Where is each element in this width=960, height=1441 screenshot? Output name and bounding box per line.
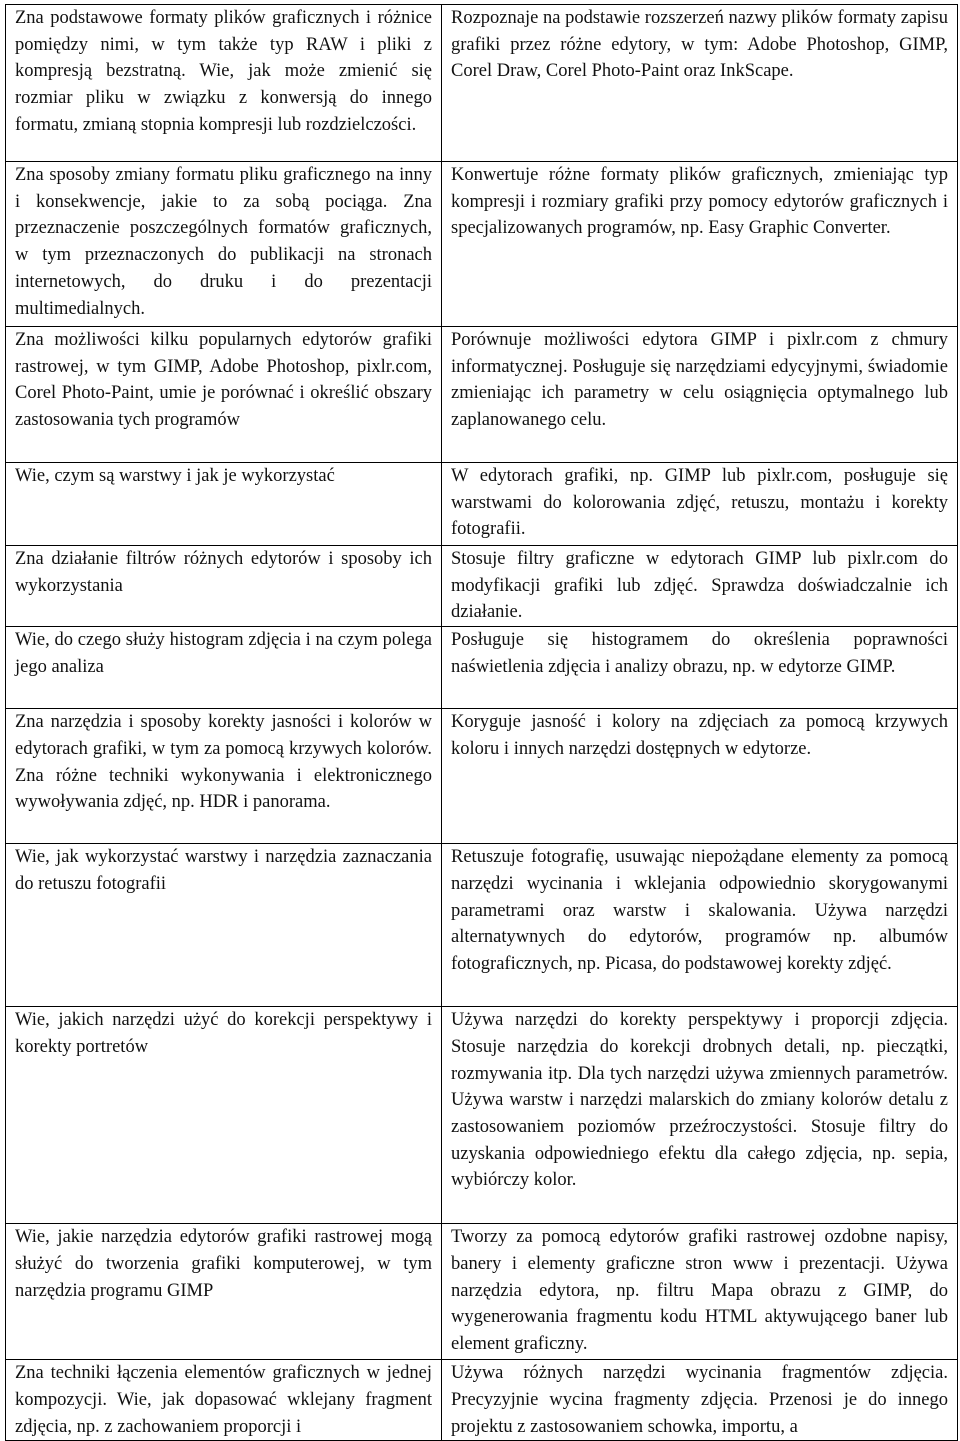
table-row: [6, 546, 958, 627]
knowledge-cell: [6, 627, 442, 709]
table-row: [6, 463, 958, 546]
table-row: [6, 162, 958, 327]
knowledge-cell: [6, 5, 442, 162]
skill-cell: [442, 1224, 958, 1360]
cell-text: Posługuje się histogramem do określenia poprawności naświetlenia zdjęcia i analizy obrazu, np. w edytorze GIMP.: [451, 630, 948, 677]
skill-cell: [442, 1360, 958, 1441]
table-row: [6, 844, 958, 1007]
table-row: [6, 327, 958, 463]
cell-text: Zna narzędzia i sposoby korekty jasności i kolorów w edytorach grafiki, w tym za pomocą krzywych kolorów. Zna różne techniki wykonywania i elektronicznego wywoływania zdjęć, np. HDR i panorama.: [15, 712, 432, 813]
cell-text: Wie, jak wykorzystać warstwy i narzędzia zaznaczania do retuszu fotografii: [15, 847, 432, 894]
table-row: [6, 5, 958, 162]
cell-text: Wie, jakich narzędzi użyć do korekcji perspektywy i korekty portretów: [15, 1010, 432, 1057]
cell-text: Tworzy za pomocą edytorów grafiki rastrowej ozdobne napisy, banery i elementy graficzne stron www i prezentacji. Używa narzędzia edytora, np. filtru Mapa obrazu z GIMP, do wygenerowania fragmentu kodu HTML aktywującego baner lub element graficzny.: [451, 1227, 948, 1354]
table-row: [6, 1224, 958, 1360]
cell-text: Zna podstawowe formaty plików graficznych i różnice pomiędzy nimi, w tym także typ RAW i pliki z kompresją bezstratną. Wie, jak może zmienić się rozmiar pliku w związku z konwersją do innego formatu, zmianą stopnia kompresji lub rozdzielczości.: [15, 8, 432, 135]
knowledge-cell: [6, 1224, 442, 1360]
cell-text: Stosuje filtry graficzne w edytorach GIMP lub pixlr.com do modyfikacji grafiki lub zdjęć. Sprawdza doświadczalnie ich działanie.: [451, 549, 948, 623]
cell-text: Konwertuje różne formaty plików graficznych, zmieniając typ kompresji i rozmiary grafiki przy pomocy edytorów graficznych i specjalizowanych programów, np. Easy Graphic Converter.: [451, 165, 948, 239]
cell-text: Używa różnych narzędzi wycinania fragmentów zdjęcia. Precyzyjnie wycina fragmenty zdjęcia. Przenosi je do innego projektu z zastosowaniem schowka, importu, a: [451, 1363, 948, 1437]
cell-text: Rozpoznaje na podstawie rozszerzeń nazwy plików formaty zapisu grafiki przez różne edytory, w tym: Adobe Photoshop, GIMP, Corel Draw, Corel Photo-Paint oraz InkScape.: [451, 8, 948, 82]
skill-cell: [442, 709, 958, 844]
knowledge-cell: [6, 844, 442, 1007]
cell-text: Koryguje jasność i kolory na zdjęciach za pomocą krzywych koloru i innych narzędzi dostępnych w edytorze.: [451, 712, 948, 759]
cell-text: W edytorach grafiki, np. GIMP lub pixlr.com, posługuje się warstwami do kolorowania zdjęć, retuszu, montażu i korekty fotografii.: [451, 466, 948, 540]
cell-text: Wie, czym są warstwy i jak je wykorzystać: [15, 466, 335, 486]
cell-text: Wie, do czego służy histogram zdjęcia i na czym polega jego analiza: [15, 630, 432, 677]
knowledge-cell: [6, 463, 442, 546]
cell-text: Zna działanie filtrów różnych edytorów i sposoby ich wykorzystania: [15, 549, 432, 596]
knowledge-cell: [6, 1007, 442, 1224]
table-row: [6, 627, 958, 709]
table-row: [6, 709, 958, 844]
cell-text: Używa narzędzi do korekty perspektywy i proporcji zdjęcia. Stosuje narzędzia do korekcji drobnych detali, np. pieczątki, rozmywania itp. Dla tych narzędzi używa zmiennych parametrów. Używa warstw i narzędzi malarskich do zmiany kolorów detalu z zastosowaniem poziomów przeźroczystości. Stosuje filtry do uzyskania odpowiedniego efektu dla całego zdjęcia, np. sepia, wybiórczy kolor.: [451, 1010, 948, 1191]
knowledge-cell: [6, 327, 442, 463]
skill-cell: [442, 463, 958, 546]
skill-cell: [442, 1007, 958, 1224]
skill-cell: [442, 627, 958, 709]
knowledge-cell: [6, 709, 442, 844]
skill-cell: [442, 327, 958, 463]
cell-text: Zna techniki łączenia elementów graficznych w jednej kompozycji. Wie, jak dopasować wklejany fragment zdjęcia, np. z zachowaniem proporcji i: [15, 1363, 432, 1437]
table-row: [6, 1360, 958, 1441]
cell-text: Zna sposoby zmiany formatu pliku graficznego na inny i konsekwencje, jakie to za sobą pociąga. Zna przeznaczenie poszczególnych formatów graficznych, w tym przeznaczonych do publikacji na stronach internetowych, do druku i do prezentacji multimedialnych.: [15, 165, 432, 319]
cell-text: Wie, jakie narzędzia edytorów grafiki rastrowej mogą służyć do tworzenia grafiki komputerowej, w tym narzędzia programu GIMP: [15, 1227, 432, 1301]
cell-text: Porównuje możliwości edytora GIMP i pixlr.com z chmury informatycznej. Posługuje się narzędziami edycyjnymi, świadomie zmieniając ich parametry w celu osiągnięcia optymalnego lub zaplanowanego celu.: [451, 330, 948, 431]
cell-text: Retuszuje fotografię, usuwając niepożądane elementy za pomocą narzędzi wycinania i wklejania odpowiednio skorygowanymi parametrami oraz warstw i skalowania. Używa narzędzi alternatywnych do edytorów, programów np. albumów fotograficznych, np. Picasa, do podstawowej korekty zdjęć.: [451, 847, 948, 974]
knowledge-cell: [6, 1360, 442, 1441]
skill-cell: [442, 844, 958, 1007]
document-page: [5, 4, 955, 1441]
skill-cell: [442, 5, 958, 162]
skill-cell: [442, 546, 958, 627]
cell-text: Zna możliwości kilku popularnych edytorów grafiki rastrowej, w tym GIMP, Adobe Photoshop, pixlr.com, Corel Photo-Paint, umie je porównać i określić obszary zastosowania tych programów: [15, 330, 432, 431]
skill-cell: [442, 162, 958, 327]
knowledge-cell: [6, 162, 442, 327]
table-row: [6, 1007, 958, 1224]
knowledge-cell: [6, 546, 442, 627]
requirements-table: [5, 4, 958, 1441]
